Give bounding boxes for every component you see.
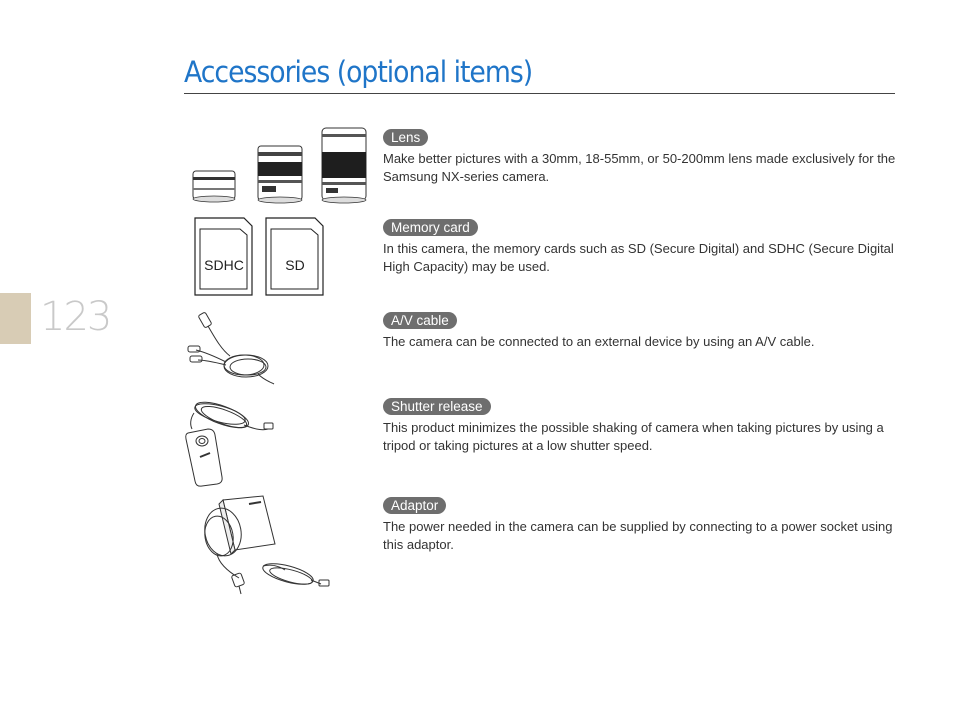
- item-description-memory-card: In this camera, the memory cards such as SD (Secure Digital) and SDHC (Secure Digital High Capacity) may be used.: [383, 241, 894, 274]
- sd-card-icon: [266, 218, 323, 295]
- item-label-lens: Lens: [383, 129, 428, 146]
- sd-card-label: SD: [285, 257, 305, 273]
- page-title: Accessories (optional items): [184, 55, 533, 89]
- lens-30mm-icon: [193, 171, 235, 202]
- av-cable-illustration: [186, 310, 276, 385]
- item-label-memory-card: Memory card: [383, 219, 478, 236]
- item-description-av-cable: The camera can be connected to an external device by using an A/V cable.: [383, 334, 815, 349]
- sdhc-card-label: SDHC: [204, 257, 244, 273]
- sdhc-card-icon: [195, 218, 252, 295]
- chapter-tab: [0, 293, 31, 344]
- lens-50-200mm-icon: [322, 128, 366, 203]
- item-label-av-cable: A/V cable: [383, 312, 457, 329]
- title-divider: [184, 93, 895, 94]
- accessory-item-adaptor: [383, 497, 898, 554]
- page-number: 123: [40, 294, 111, 340]
- item-description-adaptor: The power needed in the camera can be supplied by connecting to a power socket using this adaptor.: [383, 519, 893, 552]
- adaptor-illustration: [193, 494, 333, 599]
- item-label-shutter-release: Shutter release: [383, 398, 491, 415]
- accessory-item-shutter-release: [383, 398, 898, 455]
- accessory-item-av-cable: [383, 312, 898, 351]
- lens-18-55mm-icon: [258, 146, 302, 203]
- item-description-lens: Make better pictures with a 30mm, 18-55mm, or 50-200mm lens made exclusively for the Samsung NX-series camera.: [383, 151, 896, 184]
- memory-card-illustration: [194, 217, 324, 297]
- item-label-adaptor: Adaptor: [383, 497, 446, 514]
- lens-illustration: [190, 126, 370, 204]
- item-description-shutter-release: This product minimizes the possible shaking of camera when taking pictures by using a tripod or taking pictures at a low shutter speed.: [383, 420, 884, 453]
- shutter-release-illustration: [182, 395, 277, 487]
- accessory-item-memory-card: [383, 219, 898, 276]
- accessory-item-lens: [383, 129, 898, 186]
